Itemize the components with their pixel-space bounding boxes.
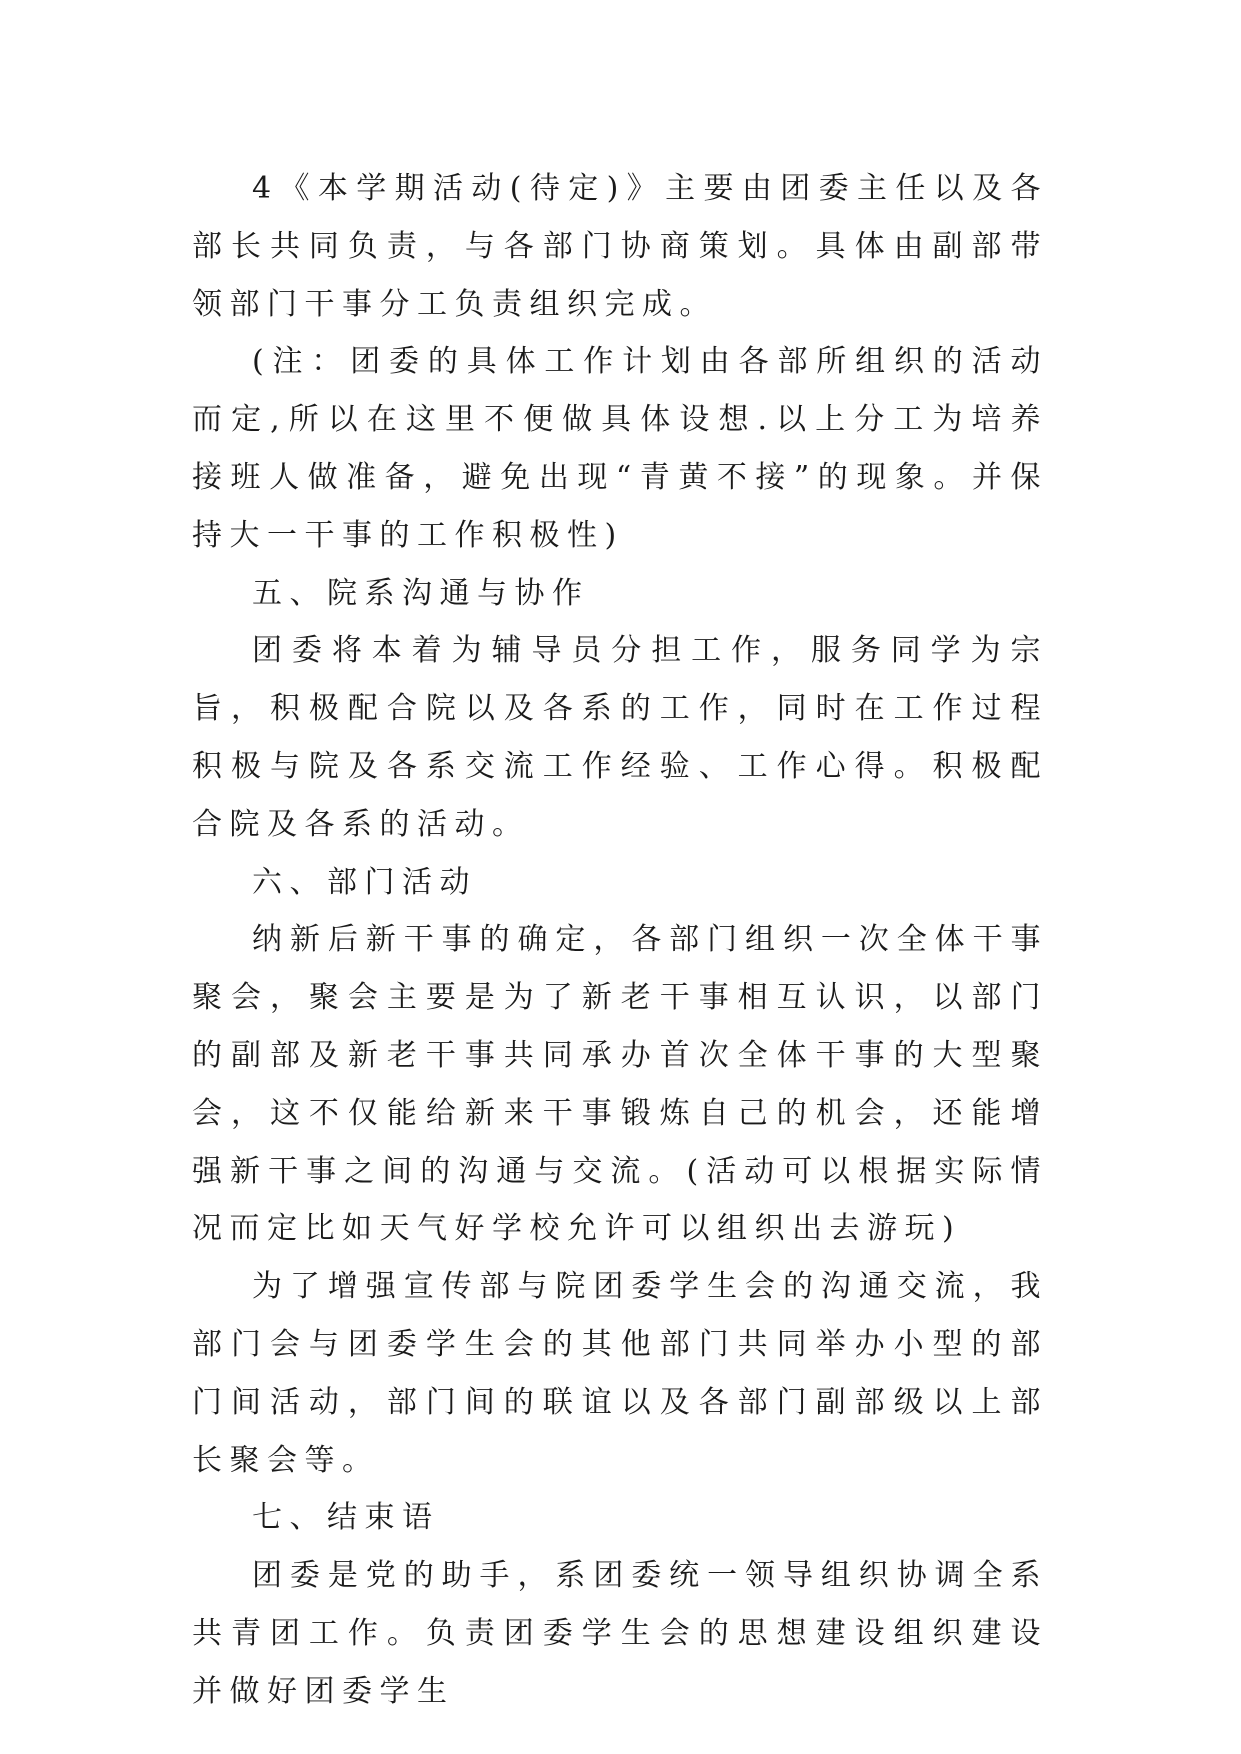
paragraph-new-staff-gathering: 纳新后新干事的确定，各部门组织一次全体干事聚会，聚会主要是为了新老干事相互认识，以部门的副部及新老干事共同承办首次全体干事的大型聚会，这不仅能给新来干事锻炼自己的机会，还能增强新干事之间的沟通与交流。(活动可以根据实际情况而定比如天气好学校允许可以组织出去游玩) <box>192 922 1048 1247</box>
paragraph-collaboration: 团委将本着为辅导员分担工作，服务同学为宗旨，积极配合院以及各系的工作，同时在工作过程积极与院及各系交流工作经验、工作心得。积极配合院及各系的活动。 <box>192 633 1048 842</box>
document-body <box>192 160 1048 1721</box>
paragraph-inter-department: 为了增强宣传部与院团委学生会的沟通交流，我部门会与团委学生会的其他部门共同举办小型的部门间活动，部门间的联谊以及各部门副部级以上部长聚会等。 <box>192 1269 1048 1478</box>
heading-section-six: 六、部门活动 <box>252 864 477 900</box>
heading-section-five: 五、院系沟通与协作 <box>252 575 590 611</box>
paragraph-conclusion: 团委是党的助手，系团委统一领导组织协调全系共青团工作。负责团委学生会的思想建设组织建设并做好团委学生 <box>192 1558 1048 1709</box>
paragraph-note: (注：团委的具体工作计划由各部所组织的活动而定,所以在这里不便做具体设想.以上分工为培养接班人做准备，避免出现“青黄不接”的现象。并保持大一干事的工作积极性) <box>192 344 1048 553</box>
heading-section-seven: 七、结束语 <box>252 1500 440 1536</box>
paragraph-activities-plan: 4《本学期活动(待定)》主要由团委主任以及各部长共同负责，与各部门协商策划。具体由副部带领部门干事分工负责组织完成。 <box>192 171 1048 322</box>
